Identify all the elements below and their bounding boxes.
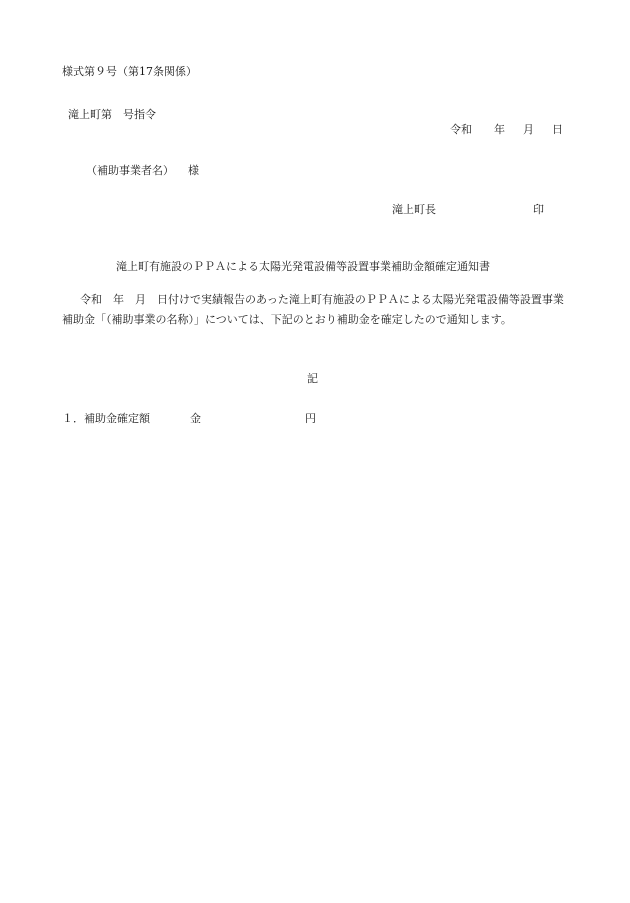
item-label: １．補助金確定額 bbox=[62, 412, 150, 425]
item-unit: 円 bbox=[305, 412, 316, 425]
list-item bbox=[62, 412, 316, 425]
addressee-name: （補助事業者名） bbox=[86, 164, 174, 177]
date-era: 令和 bbox=[450, 123, 472, 136]
issuer-name: 滝上町長 bbox=[392, 203, 436, 216]
addressee-honorific: 様 bbox=[188, 164, 199, 177]
date-month-label: 月 bbox=[523, 123, 534, 136]
body-paragraph: 令和 年 月 日付けで実績報告のあった滝上町有施設のＰＰＡによる太陽光発電設備等設置事業補助金「（補助事業の名称）」については、下記のとおり補助金を確定したので通知します。 bbox=[62, 293, 564, 326]
ki-heading: 記 bbox=[307, 372, 318, 385]
item-currency-prefix: 金 bbox=[190, 412, 201, 425]
date-year-label: 年 bbox=[494, 123, 505, 136]
issue-date bbox=[450, 123, 563, 136]
form-number: 様式第９号（第17条関係） bbox=[62, 65, 197, 78]
document-title: 滝上町有施設のＰＰＡによる太陽光発電設備等設置事業補助金額確定通知書 bbox=[116, 260, 490, 273]
addressee bbox=[86, 164, 199, 177]
seal-mark: 印 bbox=[533, 203, 544, 216]
document-number: 滝上町第 号指令 bbox=[68, 108, 156, 121]
date-day-label: 日 bbox=[552, 123, 563, 136]
